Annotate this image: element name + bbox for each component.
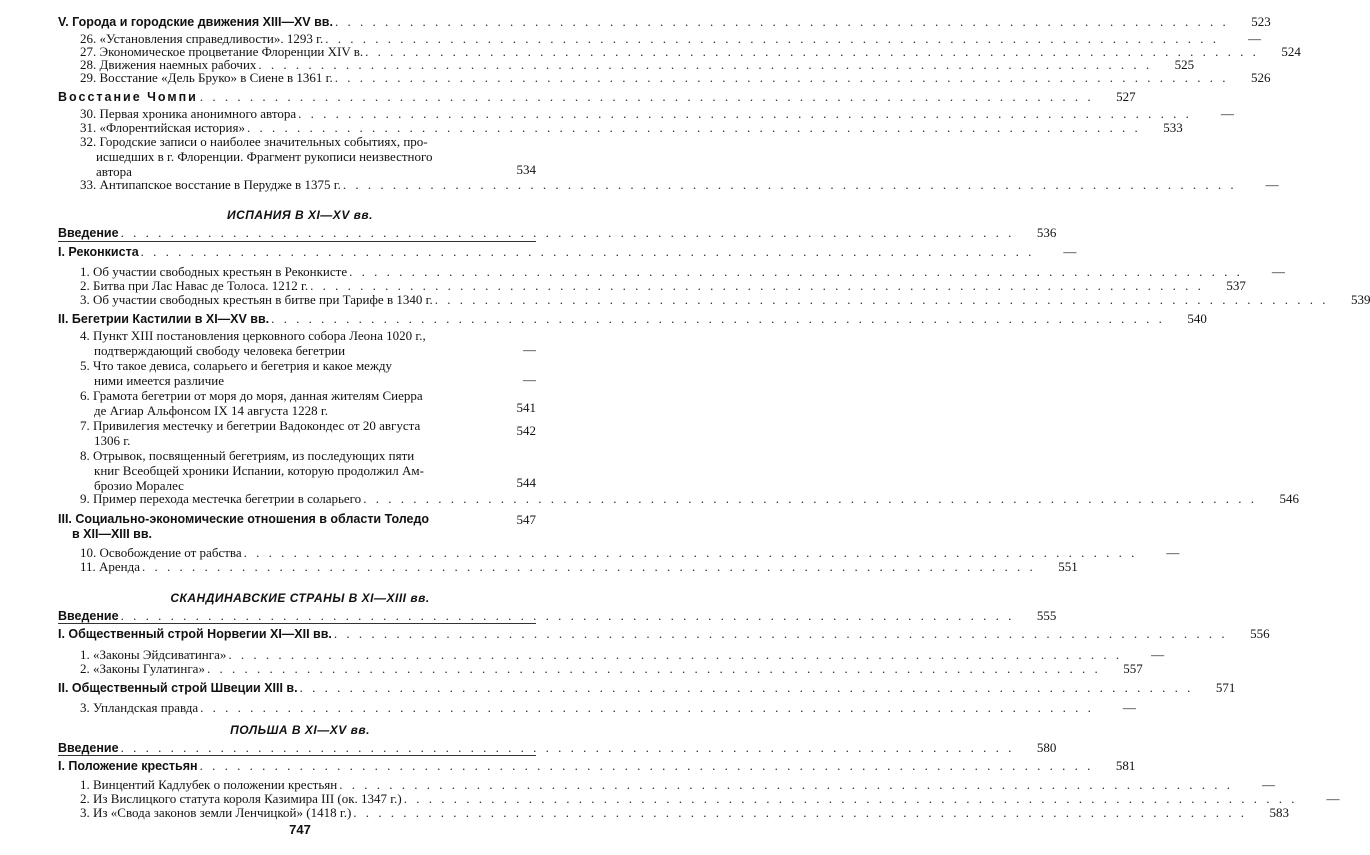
toc-item[interactable]: 28. Движения наемных рабочих . . . 525 — [80, 57, 536, 72]
toc-item-multiline[interactable]: 4. Пункт XIII постановления церковного собора Леона 1020 г., подтверждающий свободу человека бегетрии — [80, 328, 426, 358]
toc-section-multiline[interactable]: III. Социально-экономические отношения в области Толедо в XII—XIII вв. — [58, 512, 430, 541]
toc-item[interactable]: 2. Из Вислицкого статута короля Казимира III (ок. 1347 г.) . . . — — [80, 791, 536, 806]
toc-item[interactable]: 3. Об участии свободных крестьян в битве при Тарифе в 1340 г. . . . 539 — [80, 292, 536, 307]
toc-section[interactable]: I. Общественный строй Норвегии XI—XII вв. . . . 556 — [58, 626, 536, 642]
toc-item[interactable]: 1. Винцентий Кадлубек о положении крестьян . . . — — [80, 777, 536, 792]
toc-item[interactable]: 1. «Законы Эйдсиватинга» . . . — — [80, 647, 536, 662]
toc-item[interactable]: 11. Аренда . . . 551 — [80, 559, 536, 574]
part-heading-scandinavia: СКАНДИНАВСКИЕ СТРАНЫ В XI—XIII вв. — [170, 591, 430, 605]
toc-section[interactable]: I. Положение крестьян . . . 581 — [58, 758, 536, 774]
toc-section[interactable]: I. Реконкиста . . . — — [58, 244, 536, 260]
toc-intro[interactable]: Введение . . . 580 — [58, 740, 536, 756]
toc-item[interactable]: 30. Первая хроника анонимного автора . . . — — [80, 106, 536, 121]
toc-item[interactable]: 1. Об участии свободных крестьян в Реконкисте . . . — — [80, 264, 536, 279]
toc-item-multiline[interactable]: 32. Городские записи о наиболее значительных событиях, про- исшедших в г. Флоренции. Фрагмент рукописи неизвестного автора — [80, 134, 433, 179]
toc-intro[interactable]: Введение . . . 536 — [58, 225, 536, 241]
page-number: 747 — [289, 822, 311, 837]
toc-item-multiline[interactable]: 6. Грамота бегетрии от моря до моря, данная жителям Сиерра де Агиар Альфонсом IX 14 августа 1228 г. — [80, 388, 423, 418]
toc-item[interactable]: 33. Антипапское восстание в Перудже в 1375 г. . . . — — [80, 177, 536, 192]
toc-section-v[interactable] — [58, 14, 1271, 30]
divider — [58, 755, 536, 756]
toc-section[interactable]: II. Общественный строй Швеции XIII в. . . . 571 — [58, 680, 536, 696]
toc-item-multiline[interactable]: 5. Что такое девиса, соларьего и бегетрия и какое между ними имеется различие — [80, 358, 393, 388]
toc-page: V. Города и городские движения XIII—XV вв. . . . 523 26. «Установления справедливости». 1293 г. . . . — 27. Экономическое процветание Флоренции XIV в. . . . 524 28. Движения наемных рабочих . . . 525 29. Восстание «Дель Бруко» в Сиене в 1361 г. . . . 526 Восстание Чомпи . . . 527 30. Первая хроника анонимного автора . . . — 31. «Флорентийская история» . . . 533 32. Городские записи о наиболее значительных событиях, про- исшедших в г. Флоренции. Фрагмент рукописи неизвестного автора 534 33. Антипапское восстание в Перудже в 1375 г. . . . — ИСПАНИЯ В XI—XV вв. Введение . . . 536 I. Реконкиста . . . — 1. Об участии свободных крестьян в Реконкисте . . . — 2. Битва при Лас Навас де Толоса. 1212 г. . . . 537 3. Об участии свободных крестьян в битве при Тарифе в 1340 г. . . . 539 II. Бегетрии Кастилии в XI—XV вв. . . . 540 4. Пункт XIII постановления церковного собора Леона 1020 г., подтверждающий свободу человека бегетрии — 5. Что такое девиса, соларьего и бегетрия и какое между ними имеется различие — 6. Грамота бегетрии от моря до моря, данная жителям Сиерра де Агиар Альфонсом IX 14 августа 1228 г. 541 7. Привилегия местечку и бегетрии Вадокондес от 20 августа 1306 г. 542 8. Отрывок, посвященный бегетриям, из последующих пяти книг Всеобщей хроники Испании, которую продолжил Ам- брозио Моралес 544 9. Пример перехода местечка бегетрии в соларьего . . . 546 III. Социально-экономические отношения в области Толедо в XII—XIII вв. 547 10. Освобождение от рабства . . . — 11. Аренда . . . 551 СКАНДИНАВСКИЕ СТРАНЫ В XI—XIII вв. Введение . . . 555 I. Общественный строй Норвегии XI—XII вв. . . . 556 1. «Законы Эйдсиватинга» . . . — 2. «Законы Гулатинга» . . . 557 II. Общественный строй Швеции XIII в. . . . 571 3. Упландская правда . . . — ПОЛЬША В XI—XV вв. Введение . . . 580 I. Положение крестьян . . . 581 1. Винцентий Кадлубек о положении крестьян . . . — 2. Из Вислицкого статута короля Казимира III (ок. 1347 г.) . . . — 3. Из «Свода законов земли Ленчицкой» (1418 г.) . . . 583 747 — [0, 0, 600, 855]
toc-item[interactable]: 3. Упландская правда . . . — — [80, 700, 536, 715]
toc-item[interactable]: 3. Из «Свода законов земли Ленчицкой» (1418 г.) . . . 583 — [80, 805, 536, 820]
toc-item[interactable]: 2. Битва при Лас Навас де Толоса. 1212 г. . . . 537 — [80, 278, 536, 293]
toc-item[interactable]: 27. Экономическое процветание Флоренции XIV в. . . . 524 — [80, 44, 536, 59]
divider — [58, 623, 536, 624]
toc-section[interactable]: II. Бегетрии Кастилии в XI—XV вв. . . . 540 — [58, 311, 536, 327]
toc-title: V. Города и городские движения XIII—XV вв. — [58, 15, 333, 29]
toc-item[interactable]: 31. «Флорентийская история» . . . 533 — [80, 120, 536, 135]
toc-item[interactable]: 2. «Законы Гулатинга» . . . 557 — [80, 661, 536, 676]
toc-item[interactable]: 10. Освобождение от рабства . . . — — [80, 545, 536, 560]
toc-intro[interactable]: Введение . . . 555 — [58, 608, 536, 624]
toc-item-multiline[interactable]: 7. Привилегия местечку и бегетрии Вадокондес от 20 августа 1306 г. — [80, 418, 421, 448]
toc-item[interactable]: 29. Восстание «Дель Бруко» в Сиене в 1361 г. . . . 526 — [80, 70, 536, 85]
toc-section-ciompi[interactable]: Восстание Чомпи . . . 527 — [58, 89, 536, 105]
part-heading-spain: ИСПАНИЯ В XI—XV вв. — [227, 208, 373, 222]
toc-item[interactable]: 26. «Установления справедливости». 1293 г. . . . — — [80, 31, 536, 46]
toc-item[interactable]: 9. Пример перехода местечка бегетрии в соларьего . . . 546 — [80, 491, 536, 506]
toc-item-multiline[interactable]: 8. Отрывок, посвященный бегетриям, из последующих пяти книг Всеобщей хроники Испании, которую продолжил Ам- брозио Моралес — [80, 448, 424, 493]
part-heading-poland: ПОЛЬША В XI—XV вв. — [230, 723, 370, 737]
divider — [58, 241, 536, 242]
toc-page-number: 523 — [1251, 14, 1271, 29]
